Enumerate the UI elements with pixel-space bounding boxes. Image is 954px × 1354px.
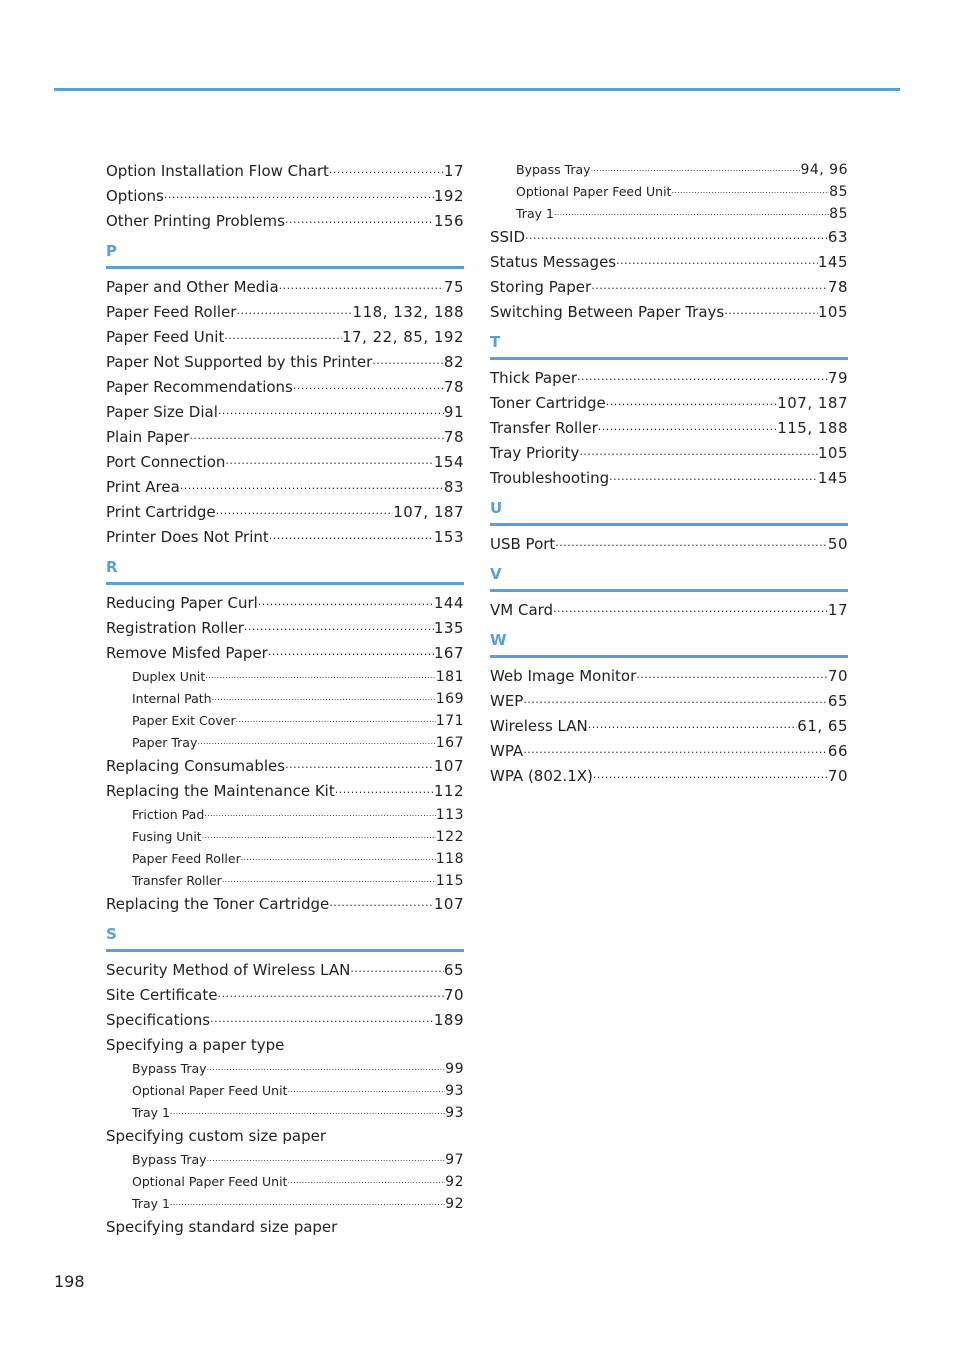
dot-leader xyxy=(555,533,828,553)
entry-term: Specifying custom size paper xyxy=(106,1127,327,1145)
entry-term: Remove Misfed Paper xyxy=(106,644,268,662)
entry-term: Switching Between Paper Trays xyxy=(490,303,725,321)
index-subentry-optional-paper-feed-unit[interactable] xyxy=(106,1171,464,1193)
index-entry-site-certificate[interactable] xyxy=(106,983,464,1008)
entry-page-ref[interactable]: 17, 22, 85, 192 xyxy=(342,328,464,346)
index-entry-specifying-standard-size-paper[interactable] xyxy=(106,1215,464,1240)
index-entry-vm-card[interactable] xyxy=(490,598,848,623)
letter-label: P xyxy=(106,242,117,260)
entry-page-ref[interactable]: 70 xyxy=(827,667,848,685)
index-column-right xyxy=(490,159,848,789)
entry-page-ref[interactable]: 144 xyxy=(433,594,464,612)
index-entry-options[interactable] xyxy=(106,184,464,209)
entry-page-ref[interactable]: 85 xyxy=(829,206,848,222)
entry-page-ref[interactable]: 189 xyxy=(433,1011,464,1029)
entry-page-ref[interactable]: 105 xyxy=(817,444,848,462)
letter-label: V xyxy=(490,565,502,583)
entry-term: Printer Does Not Print xyxy=(106,528,269,546)
entry-term: Specifications xyxy=(106,1011,211,1029)
entry-term: Paper and Other Media xyxy=(106,278,279,296)
index-letter-heading xyxy=(490,565,848,592)
index-entry-storing-paper[interactable] xyxy=(490,275,848,300)
dot-leader xyxy=(207,1152,446,1166)
index-entry-reducing-paper-curl[interactable] xyxy=(106,591,464,616)
index-entry-option-installation-flow-chart[interactable] xyxy=(106,159,464,184)
dot-leader xyxy=(287,1083,445,1097)
entry-term: Print Area xyxy=(106,478,180,496)
entry-term: Optional Paper Feed Unit xyxy=(132,1174,288,1189)
entry-page-ref[interactable]: 169 xyxy=(435,691,464,707)
letter-label: S xyxy=(106,925,117,943)
entry-term: Web Image Monitor xyxy=(490,667,637,685)
entry-page-ref[interactable]: 107, 187 xyxy=(777,394,848,412)
dot-leader xyxy=(180,476,444,496)
dot-leader xyxy=(204,807,436,821)
dot-leader xyxy=(293,376,444,396)
entry-term: Paper Size Dial xyxy=(106,403,218,421)
index-entry-specifications[interactable] xyxy=(106,1008,464,1033)
entry-page-ref[interactable]: 65 xyxy=(443,961,464,979)
dot-leader xyxy=(268,642,434,662)
entry-page-ref[interactable]: 63 xyxy=(827,228,848,246)
dot-leader xyxy=(244,617,434,637)
dot-leader xyxy=(598,417,777,437)
dot-leader xyxy=(210,1009,434,1029)
index-subentry-internal-path[interactable] xyxy=(106,688,464,710)
index-subentry-paper-feed-roller[interactable] xyxy=(106,848,464,870)
dot-leader xyxy=(553,599,828,619)
entry-term: WPA xyxy=(490,742,524,760)
index-subentry-optional-paper-feed-unit[interactable] xyxy=(106,1080,464,1102)
dot-leader xyxy=(579,442,818,462)
entry-term: Paper Feed Unit xyxy=(106,328,225,346)
index-subentry-optional-paper-feed-unit[interactable] xyxy=(490,181,848,203)
dot-leader xyxy=(609,467,818,487)
dot-leader xyxy=(588,715,798,735)
dot-leader xyxy=(287,1174,445,1188)
index-entry-wireless-lan[interactable] xyxy=(490,714,848,739)
dot-leader xyxy=(164,185,434,205)
entry-term: Site Certificate xyxy=(106,986,218,1004)
entry-term: Replacing the Toner Cartridge xyxy=(106,895,330,913)
index-entry-ssid[interactable] xyxy=(490,225,848,250)
dot-leader xyxy=(616,251,818,271)
entry-page-ref[interactable]: 61, 65 xyxy=(797,717,848,735)
index-entry-toner-cartridge[interactable] xyxy=(490,391,848,416)
entry-term: Specifying standard size paper xyxy=(106,1218,338,1236)
dot-leader xyxy=(636,665,828,685)
dot-leader xyxy=(202,829,436,843)
entry-term: Duplex Unit xyxy=(132,669,206,684)
index-entry-security-method-of-wireless-lan[interactable] xyxy=(106,958,464,983)
entry-page-ref[interactable]: 93 xyxy=(445,1105,464,1121)
index-subentry-paper-exit-cover[interactable] xyxy=(106,710,464,732)
page-number: 198 xyxy=(54,1272,85,1291)
entry-page-ref[interactable]: 171 xyxy=(435,713,464,729)
entry-page-ref[interactable]: 70 xyxy=(827,767,848,785)
index-entry-other-printing-problems[interactable] xyxy=(106,209,464,234)
index-entry-print-area[interactable] xyxy=(106,475,464,500)
entry-term: Bypass Tray xyxy=(132,1152,207,1167)
index-entry-tray-priority[interactable] xyxy=(490,441,848,466)
entry-page-ref[interactable]: 83 xyxy=(443,478,464,496)
dot-leader xyxy=(225,451,433,471)
dot-leader xyxy=(329,893,434,913)
entry-page-ref[interactable]: 66 xyxy=(827,742,848,760)
index-entry-status-messages[interactable] xyxy=(490,250,848,275)
entry-term: Toner Cartridge xyxy=(490,394,606,412)
index-entry-printer-does-not-print[interactable] xyxy=(106,525,464,550)
entry-term: Other Printing Problems xyxy=(106,212,285,230)
dot-leader xyxy=(205,669,436,683)
entry-term: Print Cartridge xyxy=(106,503,216,521)
entry-term: Troubleshooting xyxy=(490,469,610,487)
dot-leader xyxy=(258,592,434,612)
entry-page-ref[interactable]: 112 xyxy=(433,782,464,800)
entry-page-ref[interactable]: 105 xyxy=(817,303,848,321)
entry-page-ref[interactable]: 192 xyxy=(433,187,464,205)
entry-term: Internal Path xyxy=(132,691,212,706)
entry-term: Thick Paper xyxy=(490,369,578,387)
entry-term: Paper Feed Roller xyxy=(106,303,237,321)
index-entry-port-connection[interactable] xyxy=(106,450,464,475)
dot-leader xyxy=(372,351,444,371)
dot-leader xyxy=(285,755,434,775)
dot-leader xyxy=(212,691,436,705)
entry-term: Transfer Roller xyxy=(490,419,598,437)
entry-term: WEP xyxy=(490,692,524,710)
index-entry-replacing-the-maintenance-kit[interactable] xyxy=(106,779,464,804)
entry-page-ref[interactable]: 79 xyxy=(827,369,848,387)
entry-page-ref[interactable]: 99 xyxy=(445,1061,464,1077)
dot-leader xyxy=(525,226,828,246)
entry-term: Tray 1 xyxy=(132,1196,170,1211)
index-letter-heading xyxy=(490,333,848,360)
dot-leader xyxy=(207,1061,446,1075)
entry-page-ref[interactable]: 156 xyxy=(433,212,464,230)
index-subentry-friction-pad[interactable] xyxy=(106,804,464,826)
entry-page-ref[interactable]: 113 xyxy=(435,807,464,823)
dot-leader xyxy=(279,276,444,296)
entry-term: Option Installation Flow Chart xyxy=(106,162,329,180)
index-entry-thick-paper[interactable] xyxy=(490,366,848,391)
entry-term: Replacing the Maintenance Kit xyxy=(106,782,335,800)
index-entry-paper-feed-roller[interactable] xyxy=(106,300,464,325)
index-subentry-bypass-tray[interactable] xyxy=(106,1058,464,1080)
entry-page-ref[interactable]: 167 xyxy=(433,644,464,662)
index-subentry-transfer-roller[interactable] xyxy=(106,870,464,892)
entry-term: Wireless LAN xyxy=(490,717,588,735)
entry-page-ref[interactable]: 107 xyxy=(433,757,464,775)
entry-term: Registration Roller xyxy=(106,619,244,637)
index-column-left xyxy=(106,159,464,1240)
entry-page-ref[interactable]: 107 xyxy=(433,895,464,913)
index-entry-paper-not-supported-by-this-printer[interactable] xyxy=(106,350,464,375)
dot-leader xyxy=(217,984,443,1004)
entry-page-ref[interactable]: 78 xyxy=(827,278,848,296)
entry-term: Optional Paper Feed Unit xyxy=(516,184,672,199)
entry-page-ref[interactable]: 92 xyxy=(445,1174,464,1190)
entry-term: Tray 1 xyxy=(132,1105,170,1120)
entry-term: Paper Not Supported by this Printer xyxy=(106,353,373,371)
dot-leader xyxy=(236,301,352,321)
entry-page-ref[interactable]: 93 xyxy=(445,1083,464,1099)
entry-page-ref[interactable]: 107, 187 xyxy=(393,503,464,521)
dot-leader xyxy=(671,184,829,198)
letter-label: U xyxy=(490,499,503,517)
index-entry-switching-between-paper-trays[interactable] xyxy=(490,300,848,325)
index-entry-troubleshooting[interactable] xyxy=(490,466,848,491)
index-entry-replacing-consumables[interactable] xyxy=(106,754,464,779)
dot-leader xyxy=(554,206,829,220)
index-subentry-bypass-tray[interactable] xyxy=(106,1149,464,1171)
index-letter-heading xyxy=(490,499,848,526)
index-entry-specifying-custom-size-paper[interactable] xyxy=(106,1124,464,1149)
entry-page-ref[interactable]: 65 xyxy=(827,692,848,710)
index-entry-wpa-802-1x[interactable] xyxy=(490,764,848,789)
entry-page-ref[interactable]: 97 xyxy=(445,1152,464,1168)
dot-leader xyxy=(241,851,436,865)
entry-page-ref[interactable]: 85 xyxy=(829,184,848,200)
dot-leader xyxy=(218,401,444,421)
entry-page-ref[interactable]: 78 xyxy=(443,378,464,396)
index-entry-replacing-the-toner-cartridge[interactable] xyxy=(106,892,464,917)
dot-leader xyxy=(285,210,434,230)
dot-leader xyxy=(523,690,828,710)
index-subentry-duplex-unit[interactable] xyxy=(106,666,464,688)
entry-term: Replacing Consumables xyxy=(106,757,286,775)
entry-page-ref[interactable]: 118 xyxy=(435,851,464,867)
entry-page-ref[interactable]: 154 xyxy=(433,453,464,471)
entry-term: Paper Recommendations xyxy=(106,378,293,396)
dot-leader xyxy=(577,367,828,387)
index-subentry-tray-1[interactable] xyxy=(490,203,848,225)
entry-term: SSID xyxy=(490,228,526,246)
dot-leader xyxy=(606,392,777,412)
index-entry-usb-port[interactable] xyxy=(490,532,848,557)
entry-term: Transfer Roller xyxy=(132,873,222,888)
index-entry-paper-size-dial[interactable] xyxy=(106,400,464,425)
entry-term: Optional Paper Feed Unit xyxy=(132,1083,288,1098)
dot-leader xyxy=(523,740,828,760)
index-entry-remove-misfed-paper[interactable] xyxy=(106,641,464,666)
index-letter-heading xyxy=(490,631,848,658)
index-entry-paper-feed-unit[interactable] xyxy=(106,325,464,350)
index-entry-print-cartridge[interactable] xyxy=(106,500,464,525)
entry-page-ref[interactable]: 75 xyxy=(443,278,464,296)
entry-term: Bypass Tray xyxy=(516,162,591,177)
index-entry-wep[interactable] xyxy=(490,689,848,714)
dot-leader xyxy=(222,873,436,887)
index-subentry-fusing-unit[interactable] xyxy=(106,826,464,848)
index-entry-web-image-monitor[interactable] xyxy=(490,664,848,689)
index-entry-plain-paper[interactable] xyxy=(106,425,464,450)
entry-term: Security Method of Wireless LAN xyxy=(106,961,351,979)
entry-term: Paper Feed Roller xyxy=(132,851,241,866)
entry-page-ref[interactable]: 118, 132, 188 xyxy=(352,303,464,321)
header-rule xyxy=(54,88,900,91)
dot-leader xyxy=(329,160,444,180)
entry-term: Fusing Unit xyxy=(132,829,202,844)
entry-term: Storing Paper xyxy=(490,278,592,296)
entry-term: Reducing Paper Curl xyxy=(106,594,258,612)
dot-leader xyxy=(591,276,828,296)
dot-leader xyxy=(224,326,342,346)
entry-page-ref[interactable]: 135 xyxy=(433,619,464,637)
dot-leader xyxy=(197,735,435,749)
entry-page-ref[interactable]: 167 xyxy=(435,735,464,751)
index-letter-heading xyxy=(106,242,464,269)
dot-leader xyxy=(269,526,434,546)
entry-page-ref[interactable]: 50 xyxy=(827,535,848,553)
entry-page-ref[interactable]: 94, 96 xyxy=(800,162,848,178)
entry-term: Port Connection xyxy=(106,453,226,471)
index-subentry-tray-1[interactable] xyxy=(106,1193,464,1215)
entry-page-ref[interactable]: 17 xyxy=(443,162,464,180)
index-subentry-bypass-tray[interactable] xyxy=(490,159,848,181)
dot-leader xyxy=(170,1105,445,1119)
index-subentry-tray-1[interactable] xyxy=(106,1102,464,1124)
entry-term: Plain Paper xyxy=(106,428,190,446)
entry-page-ref[interactable]: 122 xyxy=(435,829,464,845)
index-entry-transfer-roller[interactable] xyxy=(490,416,848,441)
entry-term: Bypass Tray xyxy=(132,1061,207,1076)
dot-leader xyxy=(170,1196,445,1210)
index-entry-paper-and-other-media[interactable] xyxy=(106,275,464,300)
entry-page-ref[interactable]: 145 xyxy=(817,253,848,271)
dot-leader xyxy=(236,713,436,727)
dot-leader xyxy=(591,162,801,176)
dot-leader xyxy=(593,765,828,785)
entry-term: Friction Pad xyxy=(132,807,205,822)
dot-leader xyxy=(216,501,394,521)
letter-label: T xyxy=(490,333,501,351)
entry-page-ref[interactable]: 181 xyxy=(435,669,464,685)
entry-term: Tray 1 xyxy=(516,206,554,221)
letter-label: R xyxy=(106,558,118,576)
index-subentry-paper-tray[interactable] xyxy=(106,732,464,754)
entry-page-ref[interactable]: 78 xyxy=(443,428,464,446)
entry-term: VM Card xyxy=(490,601,554,619)
entry-term: WPA (802.1X) xyxy=(490,767,593,785)
entry-page-ref[interactable]: 82 xyxy=(443,353,464,371)
index-entry-specifying-a-paper-type[interactable] xyxy=(106,1033,464,1058)
index-entry-wpa[interactable] xyxy=(490,739,848,764)
index-letter-heading xyxy=(106,558,464,585)
dot-leader xyxy=(335,780,434,800)
entry-term: Specifying a paper type xyxy=(106,1036,285,1054)
entry-term: Status Messages xyxy=(490,253,617,271)
entry-page-ref[interactable]: 145 xyxy=(817,469,848,487)
entry-term: Paper Exit Cover xyxy=(132,713,236,728)
index-letter-heading xyxy=(106,925,464,952)
entry-page-ref[interactable]: 153 xyxy=(433,528,464,546)
entry-term: Options xyxy=(106,187,164,205)
letter-label: W xyxy=(490,631,507,649)
dot-leader xyxy=(724,301,818,321)
index-entry-registration-roller[interactable] xyxy=(106,616,464,641)
entry-term: Paper Tray xyxy=(132,735,198,750)
entry-page-ref[interactable]: 115, 188 xyxy=(777,419,848,437)
entry-term: USB Port xyxy=(490,535,556,553)
entry-page-ref[interactable]: 17 xyxy=(827,601,848,619)
entry-page-ref[interactable]: 115 xyxy=(435,873,464,889)
dot-leader xyxy=(350,959,444,979)
entry-term: Tray Priority xyxy=(490,444,580,462)
index-entry-paper-recommendations[interactable] xyxy=(106,375,464,400)
entry-page-ref[interactable]: 70 xyxy=(443,986,464,1004)
dot-leader xyxy=(189,426,444,446)
entry-page-ref[interactable]: 91 xyxy=(443,403,464,421)
entry-page-ref[interactable]: 92 xyxy=(445,1196,464,1212)
